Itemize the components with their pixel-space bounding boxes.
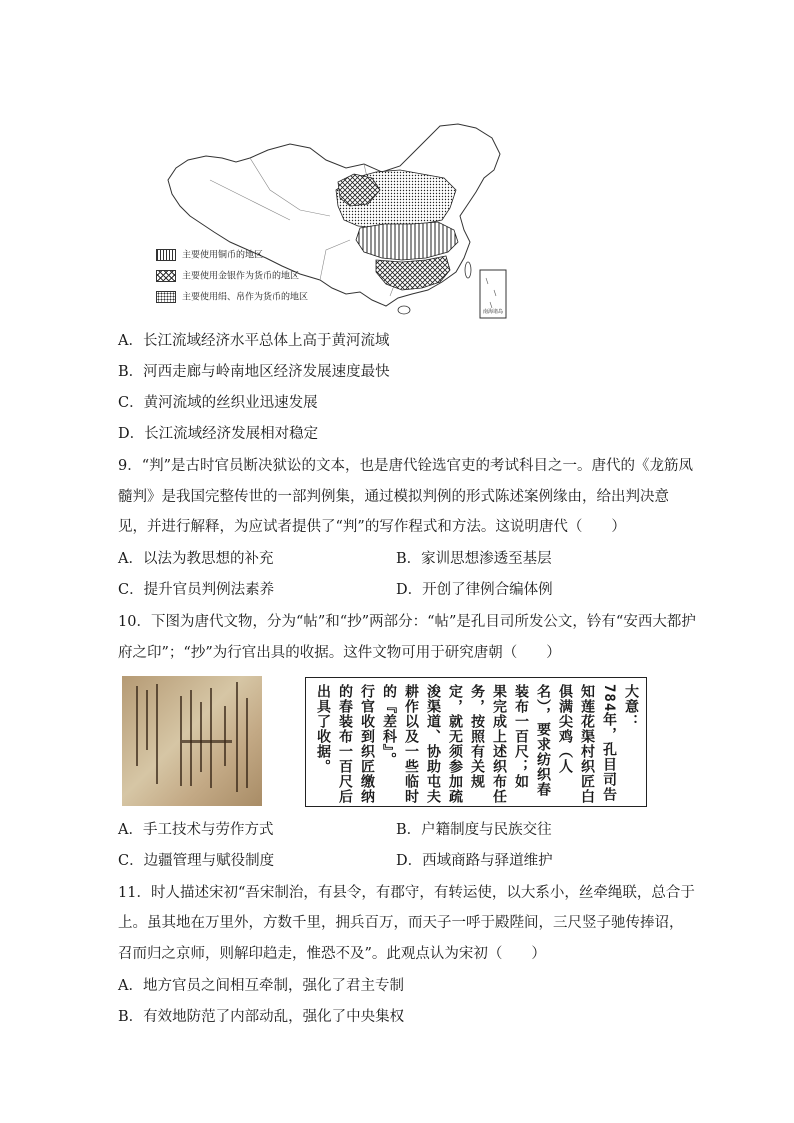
artifact-translation-box <box>305 677 647 807</box>
cross-hatch-swatch <box>156 270 176 282</box>
artifact-text-column: 大意： <box>623 684 639 729</box>
q10-stem-line-1: 10．下图为唐代文物，分为“帖”和“抄”两部分：“帖”是孔目司所发公文，钤有“安西大都护 <box>118 614 696 630</box>
currency-region-map <box>150 120 510 325</box>
q11-option-a: A．地方官员之间相互牵制，强化了君主专制 <box>118 978 404 994</box>
q10-stem-line-2: 府之印”；“抄”为行官出具的收据。这件文物可用于研究唐朝（ ） <box>118 645 561 661</box>
legend-item-copper <box>156 249 263 262</box>
legend-label: 主要使用金银作为货币的地区 <box>182 271 300 282</box>
artifact-text-column: 务，按照有关规 <box>469 684 485 789</box>
taiwan-island <box>465 262 471 278</box>
vertical-lines-swatch <box>156 249 176 261</box>
artifact-text-column: 784年，孔目司告 <box>601 684 617 803</box>
legend-label: 主要使用绢、帛作为货币的地区 <box>182 292 309 303</box>
artifact-text-column: 俱满尖鸡（人 <box>557 684 573 774</box>
q9-option-b: B．家训思想渗透至基层 <box>396 551 552 567</box>
q9-stem-line-1: 9．“判”是古时官员断决狱讼的文本，也是唐代铨选官吏的考试科目之一。唐代的《龙筋凤 <box>118 458 694 474</box>
q10-option-b: B．户籍制度与民族交往 <box>396 822 552 838</box>
q10-option-d: D．西域商路与驿道维护 <box>396 853 553 869</box>
artifact-text-column: 耕作以及一些临时 <box>403 684 419 804</box>
legend-item-gold-silver <box>156 270 299 283</box>
q9-option-a: A．以法为教思想的补充 <box>118 551 274 567</box>
artifact-text-column: 果完成上述织布任 <box>491 684 507 804</box>
q10-option-a: A．手工技术与劳作方式 <box>118 822 274 838</box>
artifact-text-column: 定，就无须参加疏 <box>447 684 463 804</box>
q11-stem-line-2: 上。虽其地在万里外，方数千里，拥兵百万，而天子一呼于殿陛间，三尺竖子驰传捧诏， <box>118 915 684 931</box>
artifact-text-column: 浚渠道、协助屯夫 <box>425 684 441 804</box>
q8-option-c: C．黄河流域的丝织业迅速发展 <box>118 395 318 411</box>
q8-option-b: B．河西走廊与岭南地区经济发展速度最快 <box>118 364 390 380</box>
dots-swatch <box>156 291 176 303</box>
artifact-text-column: 装布一百尺；如 <box>513 684 529 789</box>
q11-stem-line-1: 11．时人描述宋初“吾宋制治，有县令，有郡守，有转运使，以大系小，丝牵绳联，总合于 <box>118 885 695 901</box>
q11-option-b: B．有效地防范了内部动乱，强化了中央集权 <box>118 1009 405 1025</box>
artifact-text-column: 行官收到织匠缴纳 <box>359 684 375 804</box>
q10-option-c: C．边疆管理与赋役制度 <box>118 853 275 869</box>
inset-label: 南海诸岛 <box>482 309 503 315</box>
q11-stem-line-3: 召而归之京师，则解印趋走，惟恐不及”。此观点认为宋初（ ） <box>118 946 546 962</box>
q8-option-d: D．长江流域经济发展相对稳定 <box>118 426 319 442</box>
legend-item-silk <box>156 291 308 304</box>
hainan-island <box>398 306 410 314</box>
tang-document-photo <box>122 676 262 806</box>
q9-stem-line-2: 髓判》是我国完整传世的一部判例集，通过模拟判例的形式陈述案例缘由，给出判决意 <box>118 489 669 505</box>
q9-option-d: D．开创了律例合编体例 <box>396 582 553 598</box>
q8-option-a: A．长江流域经济水平总体上高于黄河流域 <box>118 333 390 349</box>
artifact-text-column: 出具了收据。 <box>315 684 331 774</box>
legend-label: 主要使用铜币的地区 <box>182 250 264 261</box>
artifact-text-column: 名），要求纺织春 <box>535 684 551 797</box>
artifact-text-column: 知莲花渠村织匠白 <box>579 684 595 804</box>
artifact-text-column: 的『差科』。 <box>381 684 397 767</box>
q9-option-c: C．提升官员判例法素养 <box>118 582 275 598</box>
artifact-text-column: 的春装布一百尺后 <box>337 684 353 804</box>
q9-stem-line-3: 见，并进行解释，为应试者提供了“判”的写作程式和方法。这说明唐代（ ） <box>118 519 626 535</box>
